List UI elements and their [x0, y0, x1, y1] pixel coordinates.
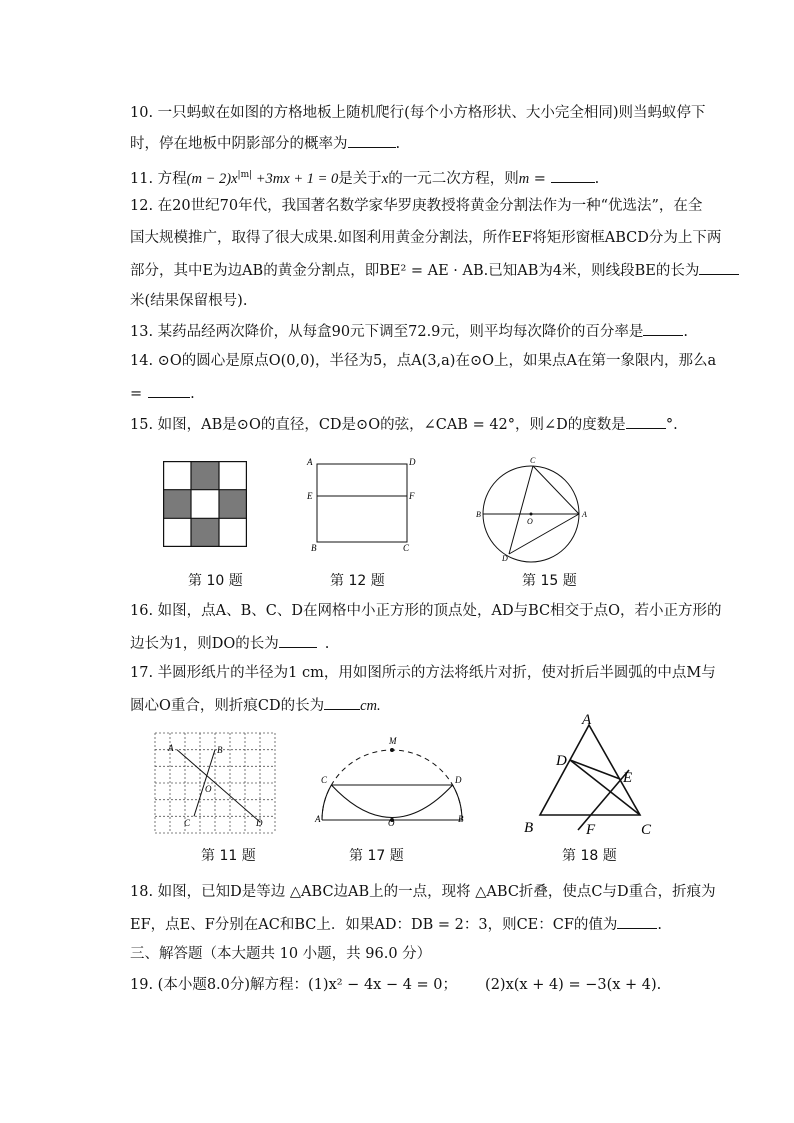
label-B: B	[458, 814, 464, 824]
q10-line2	[130, 133, 400, 154]
caption-fig11: 第 11 题	[201, 848, 256, 864]
q11-text2: 的一元二次方程，则	[388, 170, 519, 187]
q11-eq-part1: (m − 2)x	[186, 170, 238, 187]
q18-end: .	[657, 917, 663, 933]
answer-blank[interactable]	[699, 260, 739, 275]
label-D: D	[455, 775, 462, 785]
label-A: A	[315, 814, 321, 824]
q14-line2	[130, 383, 195, 404]
label-O: O	[388, 818, 395, 828]
q14-line1: 14. ⊙O的圆心是原点O(0,0)，半径为5，点A(3,a)在⊙O上，如果点A在第一象限内，那么a	[130, 353, 717, 369]
caption-fig10: 第 10 题	[188, 573, 243, 589]
answer-blank[interactable]	[643, 321, 683, 336]
q13-line	[130, 321, 688, 342]
label-D: D	[409, 457, 416, 467]
label-F: F	[586, 822, 596, 838]
q18-line1: 18. 如图，已知D是等边 △ABC边AB上的一点，现将 △ABC折叠，使点C与D重合，折痕为	[130, 884, 716, 900]
label-F: F	[409, 491, 415, 501]
figure-10-grid	[163, 461, 247, 547]
label-B: B	[524, 820, 534, 836]
q12-line2: 国大规模推广，取得了很大成果.如图利用黄金分割法，所作EF将矩形窗框ABCD分为上下两	[130, 230, 722, 246]
q16-line1: 16. 如图，点A、B、C、D在网格中小正方形的顶点处，AD与BC相交于点O，若小正方形的	[130, 603, 722, 619]
q11-text1: 是关于	[338, 170, 382, 187]
label-C: C	[530, 456, 536, 465]
q19-part2: (2)x(x + 4) = −3(x + 4).	[485, 977, 662, 993]
q11-eq-part2: +3mx + 1 = 0	[252, 170, 339, 187]
label-C: C	[641, 822, 652, 838]
label-A: A	[582, 510, 587, 519]
q17-line1: 17. 半圆形纸片的半径为1 cm，用如图所示的方法将纸片对折，使对折后半圆弧的中点M与	[130, 665, 716, 681]
q11-var-m: m	[518, 170, 530, 187]
label-D: D	[556, 753, 567, 769]
q16-line2	[130, 633, 329, 654]
q11-end: .	[594, 170, 600, 187]
label-A: A	[582, 712, 592, 728]
label-A: A	[307, 457, 313, 467]
q10-line1: 10. 一只蚂蚁在如图的方格地板上随机爬行(每个小方格形状、大小完全相同)则当蚂蚁停下	[130, 105, 706, 121]
label-E: E	[623, 770, 633, 786]
figure-15-circle	[473, 452, 593, 564]
q14-eq: =	[130, 386, 143, 402]
label-B: B	[311, 543, 317, 553]
label-C: C	[184, 818, 191, 828]
answer-blank[interactable]	[626, 414, 666, 429]
q17-unit: cm.	[360, 698, 381, 714]
q12-line4: 米(结果保留根号).	[130, 293, 248, 309]
q19-part1: 19. (本小题8.0分)解方程：(1)x² − 4x − 4 = 0；	[130, 977, 458, 993]
figure-12-window	[300, 452, 430, 554]
answer-blank[interactable]	[148, 383, 190, 398]
q19-line	[130, 975, 661, 995]
q15-line	[130, 414, 678, 435]
q12-line1: 12. 在20世纪70年代，我国著名数学家华罗庚教授将黄金分割法作为一种“优选法”，在全	[130, 198, 703, 214]
label-A: A	[168, 743, 174, 753]
label-O: O	[205, 784, 212, 794]
answer-blank[interactable]	[279, 633, 317, 648]
q11-exponent: |m|	[237, 170, 253, 180]
figure-18-triangle	[520, 712, 670, 838]
q11-line	[130, 165, 599, 189]
label-D: D	[256, 818, 263, 828]
answer-blank[interactable]	[324, 695, 360, 710]
label-C: C	[321, 775, 328, 785]
q18-line2	[130, 914, 662, 935]
answer-blank[interactable]	[348, 133, 396, 148]
q15-text: 15. 如图，AB是⊙O的直径，CD是⊙O的弦，∠CAB = 42°，则∠D的度数是	[130, 417, 626, 433]
label-M: M	[389, 736, 397, 746]
q17-line2	[130, 695, 381, 716]
caption-fig15: 第 15 题	[522, 573, 577, 589]
q13-text: 13. 某药品经两次降价，从每盒90元下调至72.9元，则平均每次降价的百分率是	[130, 324, 644, 340]
label-D: D	[502, 554, 508, 563]
label-B: B	[217, 745, 223, 755]
figure-11-grid	[155, 733, 275, 835]
section-heading: 三、解答题（本大题共 10 小题，共 96.0 分）	[130, 946, 432, 962]
q16-end: .	[324, 636, 330, 652]
q10-end: .	[395, 136, 401, 152]
label-C: C	[403, 543, 410, 553]
q18-text: EF，点E、F分别在AC和BC上．如果AD：DB = 2：3，则CE：CF的值为	[130, 917, 618, 933]
q11-eq-sign: =	[529, 170, 551, 187]
answer-blank[interactable]	[551, 168, 595, 183]
q15-end: °.	[665, 417, 678, 433]
q11-var-x: x	[381, 170, 389, 187]
caption-fig17: 第 17 题	[349, 848, 404, 864]
q13-end: .	[683, 324, 689, 340]
q11-num: 11. 方程	[130, 170, 187, 187]
figure-17-semicircle	[312, 730, 472, 828]
q17-text: 圆心O重合，则折痕CD的长为	[130, 698, 325, 714]
q12-text: 部分，其中E为边AB的黄金分割点，即BE² = AE · AB.已知AB为4米，则线段BE的长为	[130, 263, 700, 279]
q14-end: .	[190, 386, 195, 402]
answer-blank[interactable]	[617, 914, 657, 929]
q10-text: 时，停在地板中阴影部分的概率为	[130, 136, 348, 152]
q16-text: 边长为1，则DO的长为	[130, 636, 279, 652]
q12-line3	[130, 260, 739, 281]
label-B: B	[476, 510, 481, 519]
label-E: E	[307, 491, 313, 501]
caption-fig18: 第 18 题	[562, 848, 617, 864]
label-O: O	[527, 517, 533, 526]
caption-fig12: 第 12 题	[330, 573, 385, 589]
